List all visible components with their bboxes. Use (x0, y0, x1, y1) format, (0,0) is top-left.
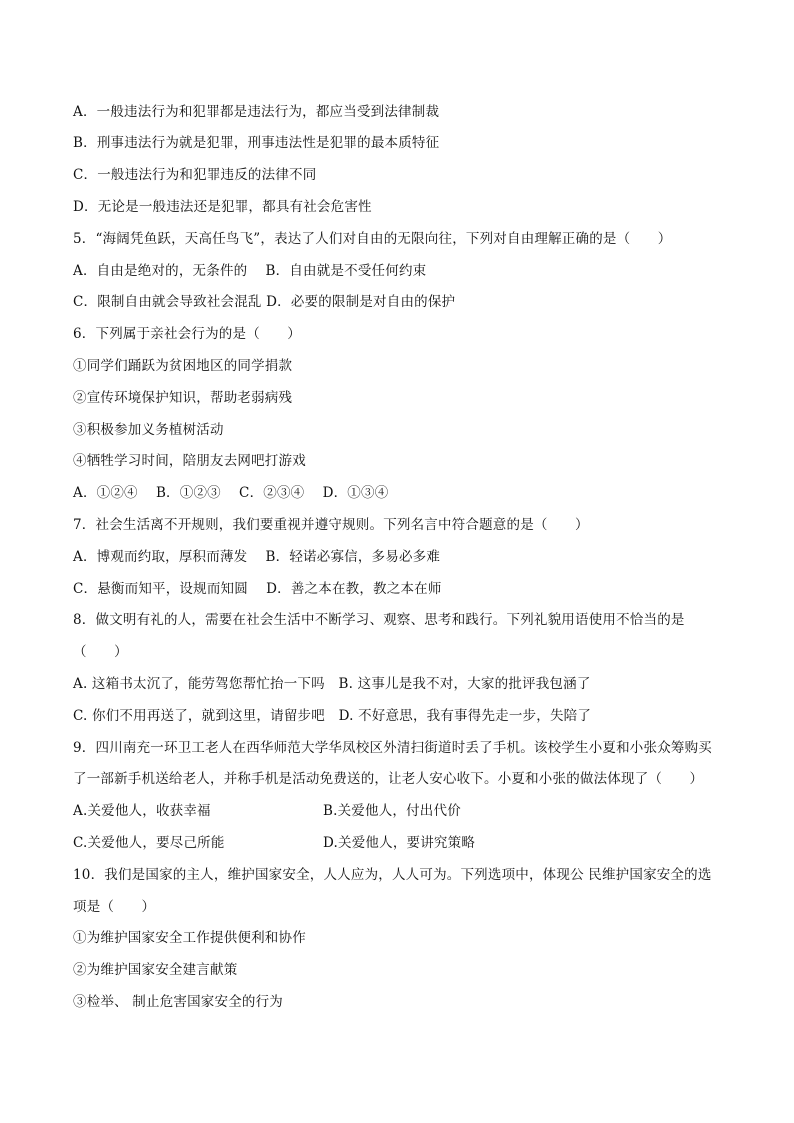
q10-item-2: ②为维护国家安全建言献策 (73, 962, 238, 978)
q10-stem-line1: 10．我们是国家的主人，维护国家安全，人人应为，人人可为。下列选项中，体现公 民维护国家安全的选 (73, 867, 712, 883)
q9-option-d: D.关爱他人，要讲究策略 (323, 835, 476, 851)
q9-option-b: B.关爱他人，付出代价 (323, 803, 461, 819)
q8-stem: 8．做文明有礼的人，需要在社会生活中不断学习、观察、思考和践行。下列礼貌用语使用不恰当的是 (73, 612, 685, 628)
q6-stem: 6．下列属于亲社会行为的是（ ） (73, 326, 301, 342)
q6-item-2: ②宣传环境保护知识，帮助老弱病残 (73, 390, 293, 406)
q9-option-c: C.关爱他人，要尽己所能 (73, 835, 225, 851)
q5-options-cd: C．限制自由就会导致社会混乱 D．必要的限制是对自由的保护 (73, 294, 456, 310)
q9-stem-line1: 9．四川南充一环卫工老人在西华师范大学华凤校区外清扫街道时丢了手机。该校学生小夏和小张众筹购买 (73, 740, 712, 756)
q6-item-1: ①同学们踊跃为贫困地区的同学捐款 (73, 358, 293, 374)
q10-item-3: ③检举、 制止危害国家安全的行为 (73, 994, 283, 1010)
q4-option-c: C．一般违法行为和犯罪违反的法律不同 (73, 167, 317, 183)
q4-option-a: A．一般违法行为和犯罪都是违法行为，都应当受到法律制裁 (73, 104, 440, 120)
q6-item-3: ③积极参加义务植树活动 (73, 422, 224, 438)
q5-stem: 5．“海阔凭鱼跃，天高任鸟飞”，表达了人们对自由的无限向往，下列对自由理解正确的是（ ） (73, 231, 672, 247)
q7-options-cd: C．悬衡而知平，设规而知圆 D．善之本在教，教之本在师 (73, 581, 442, 597)
q8-stem-bracket: （ ） (73, 644, 128, 660)
q8-options-cd: C. 你们不用再送了，就到这里，请留步吧 D. 不好意思，我有事得先走一步，失陪了 (73, 708, 592, 724)
q8-options-ab: A. 这箱书太沉了，能劳驾您帮忙抬一下吗 B. 这事儿是我不对，大家的批评我包涵了 (73, 676, 591, 692)
q9-stem-line2: 了一部新手机送给老人，并称手机是活动免费送的，让老人安心收下。小夏和小张的做法体现了（ ） (73, 771, 704, 787)
q7-stem: 7．社会生活离不开规则，我们要重视并遵守规则。下列名言中符合题意的是（ ） (73, 517, 589, 533)
q6-item-4: ④牺牲学习时间，陪朋友去网吧打游戏 (73, 453, 306, 469)
q7-options-ab: A．博观而约取，厚积而薄发 B．轻诺必寡信，多易必多难 (73, 549, 441, 565)
q10-item-1: ①为维护国家安全工作提供便利和协作 (73, 930, 306, 946)
q6-options: A．①②④ B．①②③ C．②③④ D．①③④ (73, 485, 389, 501)
q4-option-b: B．刑事违法行为就是犯罪，刑事违法性是犯罪的最本质特征 (73, 135, 440, 151)
q4-option-d: D．无论是一般违法还是犯罪，都具有社会危害性 (73, 199, 372, 215)
q9-option-a: A.关爱他人，收获幸福 (73, 803, 211, 819)
q10-stem-line2: 项是（ ） (73, 899, 156, 915)
q5-options-ab: A．自由是绝对的，无条件的 B．自由就是不受任何约束 (73, 263, 427, 279)
